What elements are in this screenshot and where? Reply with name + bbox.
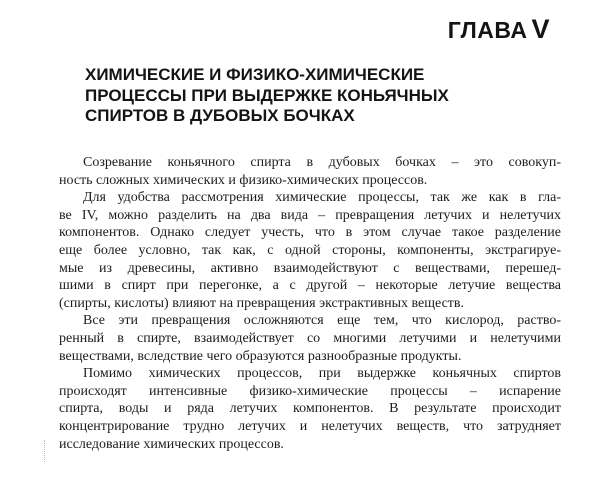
chapter-heading bbox=[448, 14, 550, 45]
title-line: ХИМИЧЕСКИЕ И ФИЗИКО-ХИМИЧЕСКИЕ bbox=[85, 65, 425, 84]
chapter-title bbox=[85, 65, 555, 127]
chapter-label: ГЛАВА bbox=[447, 17, 528, 43]
body-line: мые из древесины, активно взаимодействуют с веществами, перешед- bbox=[59, 260, 561, 276]
body-line: ность сложных химических и физико-химических процессов. bbox=[59, 172, 428, 188]
title-line: ПРОЦЕССЫ ПРИ ВЫДЕРЖКЕ КОНЬЯЧНЫХ bbox=[85, 85, 449, 105]
body-line: Все эти превращения осложняются еще тем, что кислород, раство- bbox=[83, 313, 561, 329]
body-line: ренный в спирте, взаимодействует со многими летучими и нелетучими bbox=[59, 330, 561, 346]
body-line: происходят интенсивные физико-химические процессы – испарение bbox=[59, 383, 561, 399]
body-line: еще более условно, так как, с одной стороны, компоненты, экстрагируе- bbox=[59, 242, 561, 258]
body-line: Созревание коньячного спирта в дубовых бочках – это совокуп- bbox=[83, 155, 561, 170]
body-line: исследование химических процессов. bbox=[59, 436, 284, 452]
body-line: (спирты, кислоты) влияют на превращения экстрактивных веществ. bbox=[59, 295, 465, 311]
body-line: ве IV, можно разделить на два вида – превращения летучих и нелетучих bbox=[59, 207, 561, 223]
body-line: спирта, воды и ряда летучих компонентов. В результате происходит bbox=[59, 401, 561, 417]
body-line: Для удобства рассмотрения химические процессы, так же как в гла- bbox=[83, 190, 561, 206]
body-line: компонентов. Однако следует учесть, что в этом случае такое разделение bbox=[59, 225, 561, 241]
body-line: шими в спирт при перегонке, а с другой – некоторые летучие вещества bbox=[59, 278, 561, 294]
chapter-number: V bbox=[531, 14, 550, 44]
body-line: концентрирование трудно летучих и нелетучих веществ, что затрудняет bbox=[59, 418, 561, 434]
scan-edge-mark bbox=[44, 440, 47, 462]
body-text bbox=[59, 154, 561, 453]
body-line: Помимо химических процессов, при выдержке коньячных спиртов bbox=[83, 366, 561, 382]
body-line: веществами, вследствие чего образуются разнообразные продукты. bbox=[59, 348, 462, 364]
title-line: СПИРТОВ В ДУБОВЫХ БОЧКАХ bbox=[85, 106, 355, 125]
